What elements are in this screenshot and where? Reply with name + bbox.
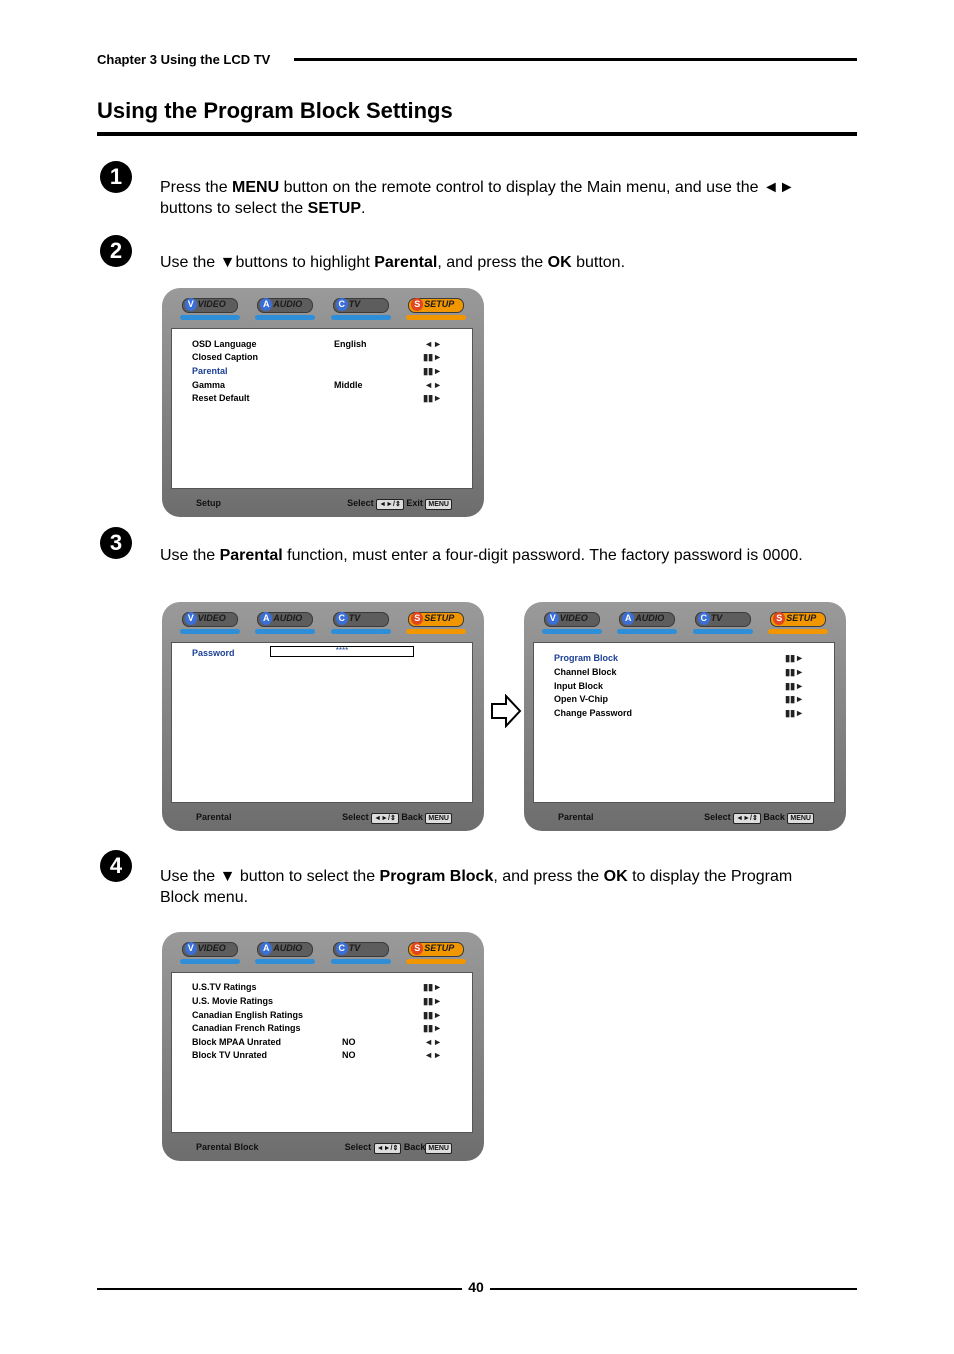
tab-tv[interactable]: C TV xyxy=(329,298,393,320)
menu-item-open-v-chip[interactable]: Open V-Chip ▮▮► xyxy=(554,694,804,704)
tab-video[interactable]: V VIDEO xyxy=(540,612,604,634)
enter-arrow-icon: ▮▮► xyxy=(423,352,442,362)
menu-item-input-block[interactable]: Input Block ▮▮► xyxy=(554,681,804,691)
video-icon: V xyxy=(185,942,197,955)
setup-icon: S xyxy=(773,612,785,625)
audio-icon: A xyxy=(260,942,272,955)
select-key-icon: ◄►/⇕ xyxy=(374,1143,402,1154)
menu-item-change-password[interactable]: Change Password ▮▮► xyxy=(554,708,804,718)
enter-arrow-icon: ▮▮► xyxy=(785,653,804,663)
tv-icon: C xyxy=(698,612,710,625)
tab-audio[interactable]: A AUDIO xyxy=(253,298,317,320)
osd-password-menu xyxy=(162,602,484,831)
tab-setup[interactable]: S SETUP xyxy=(404,298,468,320)
enter-arrow-icon: ▮▮► xyxy=(423,393,442,403)
password-label: Password xyxy=(192,648,235,658)
menu-item-block-mpaa-unrated[interactable]: Block MPAA Unrated NO ◄► xyxy=(192,1037,442,1047)
osd-tabs xyxy=(172,294,474,324)
tab-audio[interactable]: A AUDIO xyxy=(253,612,317,634)
osd-tabs xyxy=(534,608,836,638)
tv-icon: C xyxy=(336,298,348,311)
tab-setup[interactable]: S SETUP xyxy=(404,942,468,964)
video-icon: V xyxy=(185,298,197,311)
title-rule xyxy=(97,132,857,136)
menu-item-block-tv-unrated[interactable]: Block TV Unrated NO ◄► xyxy=(192,1050,442,1060)
osd-tabs xyxy=(172,608,474,638)
left-right-arrow-icon: ◄► xyxy=(424,1037,442,1047)
tv-icon: C xyxy=(336,612,348,625)
osd-screen xyxy=(171,972,473,1133)
step-2-text: Use the ▼buttons to highlight Parental, and press the OK button. xyxy=(160,254,626,271)
select-key-icon: ◄►/⇕ xyxy=(733,813,761,824)
footer-rule-right xyxy=(490,1288,857,1290)
osd-program-block-menu xyxy=(162,932,484,1161)
select-key-icon: ◄►/⇕ xyxy=(371,813,399,824)
osd-footer: Parental Select ◄►/⇕ Back MENU xyxy=(196,812,452,826)
osd-footer: Parental Block Select ◄►/⇕ Back MENU xyxy=(196,1142,452,1156)
osd-footer: Parental Select ◄►/⇕ Back MENU xyxy=(558,812,814,826)
audio-icon: A xyxy=(260,612,272,625)
enter-arrow-icon: ▮▮► xyxy=(423,1010,442,1020)
step-2-number: 2 xyxy=(100,235,132,267)
enter-arrow-icon: ▮▮► xyxy=(423,366,442,376)
tab-video[interactable]: V VIDEO xyxy=(178,298,242,320)
tab-audio[interactable]: A AUDIO xyxy=(615,612,679,634)
audio-icon: A xyxy=(260,298,272,311)
osd-screen xyxy=(533,642,835,803)
select-key-icon: ◄►/⇕ xyxy=(376,499,404,510)
menu-item-gamma[interactable]: Gamma Middle ◄► xyxy=(192,380,442,390)
menu-item-closed-caption[interactable]: Closed Caption ▮▮► xyxy=(192,352,442,362)
osd-screen xyxy=(171,642,473,803)
step-4-text: Use the ▼ button to select the Program Block, and press the OK to display the Program Block menu. xyxy=(160,868,793,906)
tab-video[interactable]: V VIDEO xyxy=(178,612,242,634)
step-1-text: Press the MENU button on the remote control to display the Main menu, and use the ◄► buttons to select the SETUP. xyxy=(160,179,795,217)
osd-screen xyxy=(171,328,473,489)
setup-icon: S xyxy=(411,942,423,955)
right-arrow-icon xyxy=(490,694,522,728)
menu-key-icon: MENU xyxy=(425,499,452,510)
setup-icon: S xyxy=(411,612,423,625)
tv-icon: C xyxy=(336,942,348,955)
chapter-rule xyxy=(294,58,857,61)
video-icon: V xyxy=(185,612,197,625)
enter-arrow-icon: ▮▮► xyxy=(785,708,804,718)
password-input[interactable]: **** xyxy=(270,646,414,657)
menu-key-icon: MENU xyxy=(425,813,452,824)
left-right-arrow-icon: ◄► xyxy=(424,380,442,390)
menu-key-icon: MENU xyxy=(425,1143,452,1154)
enter-arrow-icon: ▮▮► xyxy=(785,694,804,704)
tab-audio[interactable]: A AUDIO xyxy=(253,942,317,964)
osd-footer: Setup Select ◄►/⇕ Exit MENU xyxy=(196,498,452,512)
menu-item-program-block[interactable]: Program Block ▮▮► xyxy=(554,653,804,663)
tab-setup[interactable]: S SETUP xyxy=(404,612,468,634)
menu-key-icon: MENU xyxy=(787,813,814,824)
osd-tabs xyxy=(172,938,474,968)
tab-video[interactable]: V VIDEO xyxy=(178,942,242,964)
enter-arrow-icon: ▮▮► xyxy=(785,667,804,677)
tab-tv[interactable]: C TV xyxy=(329,612,393,634)
footer-rule-left xyxy=(97,1288,462,1290)
menu-item-canadian-french-ratings[interactable]: Canadian French Ratings ▮▮► xyxy=(192,1023,442,1033)
left-right-arrow-icon: ◄► xyxy=(424,1050,442,1060)
tab-setup[interactable]: S SETUP xyxy=(766,612,830,634)
menu-item-reset-default[interactable]: Reset Default ▮▮► xyxy=(192,393,442,403)
menu-item-parental[interactable]: Parental ▮▮► xyxy=(192,366,442,376)
step-1-number: 1 xyxy=(100,161,132,193)
step-3-text: Use the Parental function, must enter a four-digit password. The factory password is 0000. xyxy=(160,547,803,564)
step-4-number: 4 xyxy=(100,850,132,882)
tab-tv[interactable]: C TV xyxy=(329,942,393,964)
left-right-arrow-icon: ◄► xyxy=(424,339,442,349)
tab-tv[interactable]: C TV xyxy=(691,612,755,634)
menu-item-canadian-english-ratings[interactable]: Canadian English Ratings ▮▮► xyxy=(192,1010,442,1020)
enter-arrow-icon: ▮▮► xyxy=(423,1023,442,1033)
enter-arrow-icon: ▮▮► xyxy=(423,996,442,1006)
audio-icon: A xyxy=(622,612,634,625)
osd-setup-menu xyxy=(162,288,484,517)
enter-arrow-icon: ▮▮► xyxy=(423,982,442,992)
menu-item-us-tv-ratings[interactable]: U.S.TV Ratings ▮▮► xyxy=(192,982,442,992)
menu-item-channel-block[interactable]: Channel Block ▮▮► xyxy=(554,667,804,677)
setup-icon: S xyxy=(411,298,423,311)
step-3-number: 3 xyxy=(100,527,132,559)
menu-item-us-movie-ratings[interactable]: U.S. Movie Ratings ▮▮► xyxy=(192,996,442,1006)
page-title: Using the Program Block Settings xyxy=(97,98,453,123)
video-icon: V xyxy=(547,612,559,625)
enter-arrow-icon: ▮▮► xyxy=(785,681,804,691)
menu-item-osd-language[interactable]: OSD Language English ◄► xyxy=(192,339,442,349)
chapter-heading: Chapter 3 Using the LCD TV xyxy=(97,52,271,67)
osd-parental-menu xyxy=(524,602,846,831)
page-number: 40 xyxy=(468,1279,484,1295)
